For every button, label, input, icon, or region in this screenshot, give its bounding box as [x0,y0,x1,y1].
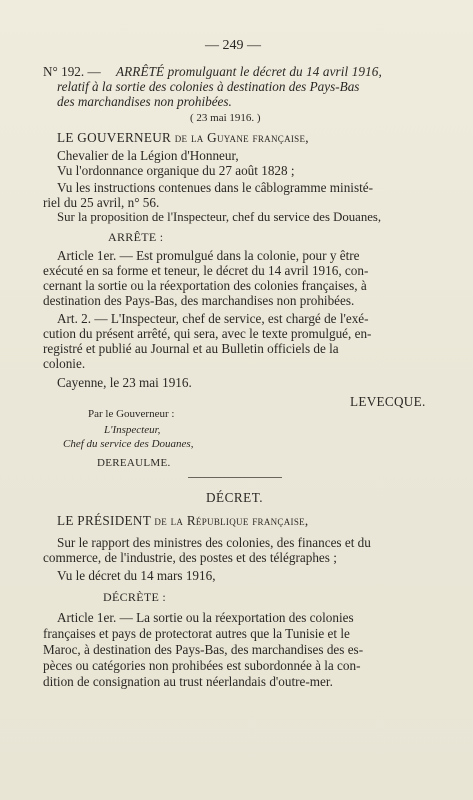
arrete-art2-l3: registré et publié au Journal et au Bulletin officiels de la [43,341,339,356]
chevalier-line: Chevalier de la Légion d'Honneur, [57,148,239,163]
decret-art1-l1: Article 1er. — La sortie ou la réexportation des colonies [57,610,354,625]
inspecteur-signature: DEREAULME. [97,457,171,469]
decret-art1-l5: dition de consignation au trust néerlandais d'outre-mer. [43,674,333,689]
decret-art1-l4: pèces ou catégories non prohibées est subordonnée à la con- [43,658,361,673]
arrete-art1-l3: cernant la sortie ou la réexportation des colonies françaises, à [43,278,367,293]
arrete-art1-l4: destination des Pays-Bas, des marchandises non prohibées. [43,293,355,308]
arrete-art2-l4: colonie. [43,356,86,371]
president-line: LE PRÉSIDENT de la République française, [57,513,309,528]
vu-ordonnance: Vu l'ordonnance organique du 27 août 1828 ; [57,163,295,178]
decret-art1-l3: Maroc, à destination des Pays-Bas, des marchandises des es- [43,642,364,657]
section-divider [188,477,282,478]
decret-rapport-2: commerce, de l'industrie, des postes et des télégraphes ; [43,550,337,565]
arrete-label: ARRÊTE : [108,230,164,244]
decret-rapport-1: Sur le rapport des ministres des colonies, des finances et du [57,535,371,550]
arrete-heading-line2: relatif à la sortie des colonies à destination des Pays-Bas [57,79,360,94]
par-le-gouverneur: Par le Gouverneur : [88,408,175,420]
sur-proposition: Sur la proposition de l'Inspecteur, chef du service des Douanes, [57,210,382,224]
arrete-art1-l2: exécuté en sa forme et teneur, le décret du 14 avril 1916, con- [43,263,369,278]
gouverneur-line: LE GOUVERNEUR de la Guyane française, [57,130,309,145]
arrete-art2-l1: Art. 2. — L'Inspecteur, chef de service, est chargé de l'exé- [57,311,369,326]
decret-title: DÉCRET. [206,490,264,505]
inspecteur-title: L'Inspecteur, [104,424,161,436]
arrete-heading-line3: des marchandises non prohibées. [57,94,232,109]
arrete-heading-title: ARRÊTÉ promulguant le décret du 14 avril 1916, [116,64,382,79]
arrete-number: N° 192. — [43,64,101,79]
page-number: — 249 — [205,38,261,53]
arrete-art1-l1: Article 1er. — Est promulgué dans la colonie, pour y être [57,248,360,263]
decrete-label: DÉCRÈTE : [103,590,167,604]
arrete-art2-l2: cution du présent arrêté, qui sera, avec le texte promulgué, en- [43,326,372,341]
decret-art1-l2: françaises et pays de protectorat autres que la Tunisie et le [43,626,350,641]
arrete-date: ( 23 mai 1916. ) [190,112,261,124]
governor-signature: LEVECQUE. [350,394,426,409]
place-date: Cayenne, le 23 mai 1916. [57,375,192,390]
chef-douanes-title: Chef du service des Douanes, [63,438,194,450]
vu-instructions-2: riel du 25 avril, n° 56. [43,195,160,210]
vu-instructions-1: Vu les instructions contenues dans le câblogramme ministé- [57,180,373,195]
decret-vu: Vu le décret du 14 mars 1916, [57,568,216,583]
